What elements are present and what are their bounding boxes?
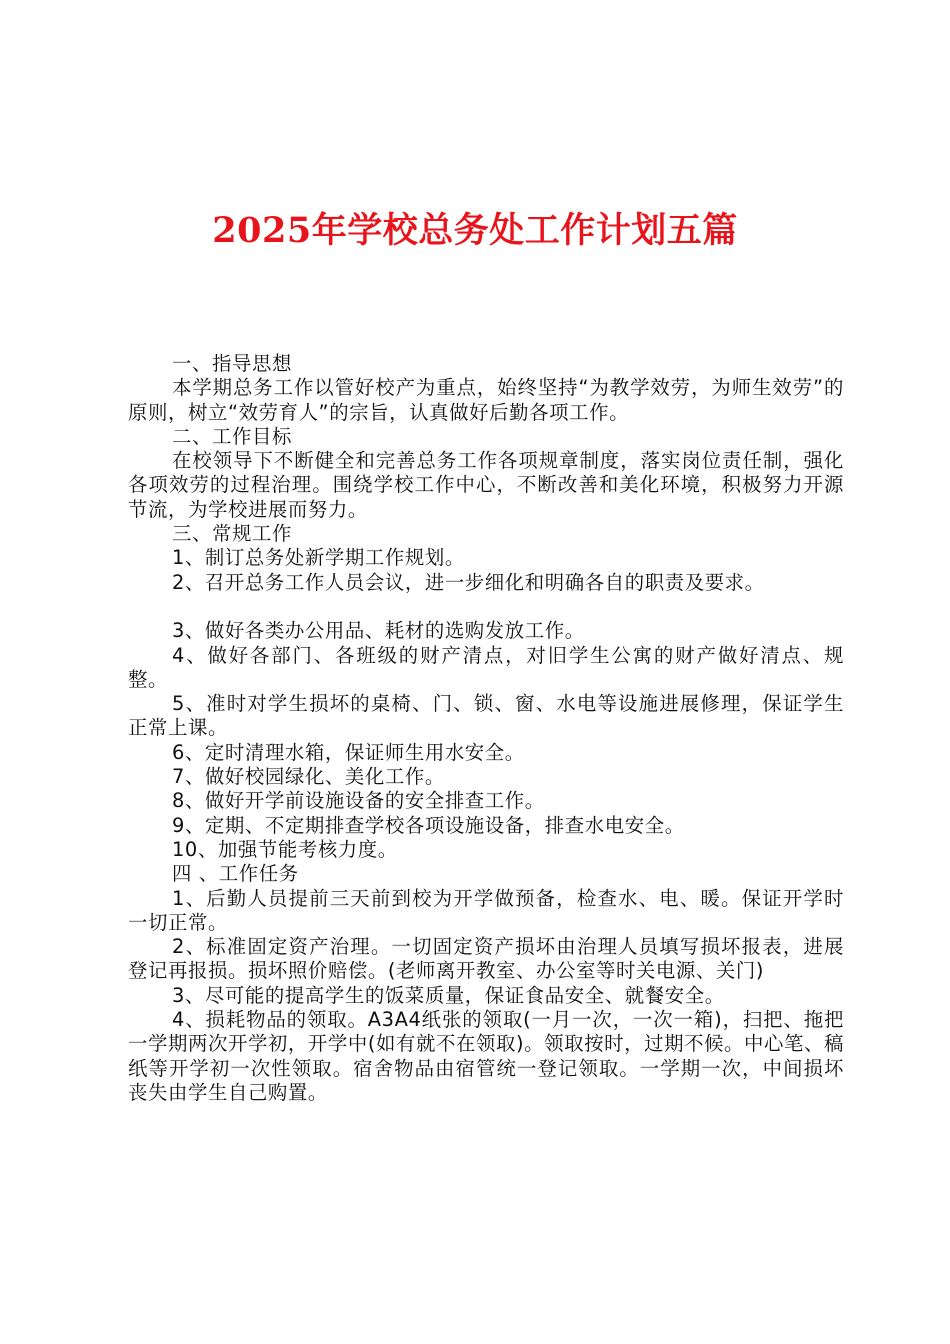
task-item-3: 3、尽可能的提高学生的饭菜质量，保证食品安全、就餐安全。 <box>172 983 725 1007</box>
routine-item-7: 7、做好校园绿化、美化工作。 <box>172 765 445 789</box>
routine-item-1: 1、制订总务处新学期工作规划。 <box>172 546 465 570</box>
paragraph-guiding-ideology: 本学期总务工作以管好校产为重点，始终坚持“为教学效劳，为师生效劳”的原则，树立“效劳育人”的宗旨，认真做好后勤各项工作。 <box>128 376 844 424</box>
task-item-2: 2、标准固定资产治理。一切固定资产损坏由治理人员填写损坏报表，进展登记再报损。损坏照价赔偿。(老师离开教室、办公室等时关电源、关门) <box>128 935 844 983</box>
heading-work-tasks: 四 、工作任务 <box>172 862 299 886</box>
routine-item-3: 3、做好各类办公用品、耗材的选购发放工作。 <box>172 619 585 643</box>
routine-item-2: 2、召开总务工作人员会议，进一步细化和明确各自的职责及要求。 <box>172 570 765 594</box>
routine-item-10: 10、加强节能考核力度。 <box>172 837 398 861</box>
heading-work-goals: 二、工作目标 <box>172 424 292 448</box>
document-title: 2025年学校总务处工作计划五篇 <box>212 210 738 251</box>
task-item-4: 4、损耗物品的领取。A3A4纸张的领取(一月一次，一次一箱)，扫把、拖把一学期两次开学初，开学中(如有就不在领取)。领取按时，过期不候。中心笔、稿纸等开学初一次性领取。宿舍物品由宿管统一登记领取。一学期一次，中间损坏丧失由学生自己购置。 <box>128 1008 844 1104</box>
routine-item-8: 8、做好开学前设施设备的安全排查工作。 <box>172 789 545 813</box>
document-body <box>128 352 844 1105</box>
heading-routine-work: 三、常规工作 <box>172 522 292 546</box>
paragraph-work-goals: 在校领导下不断健全和完善总务工作各项规章制度，落实岗位责任制，强化各项效劳的过程治理。围绕学校工作中心，不断改善和美化环境，积极努力开源节流，为学校进展而努力。 <box>128 449 844 521</box>
routine-item-5: 5、准时对学生损坏的桌椅、门、锁、窗、水电等设施进展修理，保证学生正常上课。 <box>128 692 844 740</box>
routine-item-6: 6、定时清理水箱，保证师生用水安全。 <box>172 740 525 764</box>
routine-item-9: 9、定期、不定期排查学校各项设施设备，排查水电安全。 <box>172 813 685 837</box>
routine-item-4: 4、做好各部门、各班级的财产清点，对旧学生公寓的财产做好清点、规整。 <box>128 643 844 691</box>
heading-guiding-ideology: 一、指导思想 <box>172 352 292 375</box>
task-item-1: 1、后勤人员提前三天前到校为开学做预备，检查水、电、暖。保证开学时一切正常。 <box>128 886 844 934</box>
